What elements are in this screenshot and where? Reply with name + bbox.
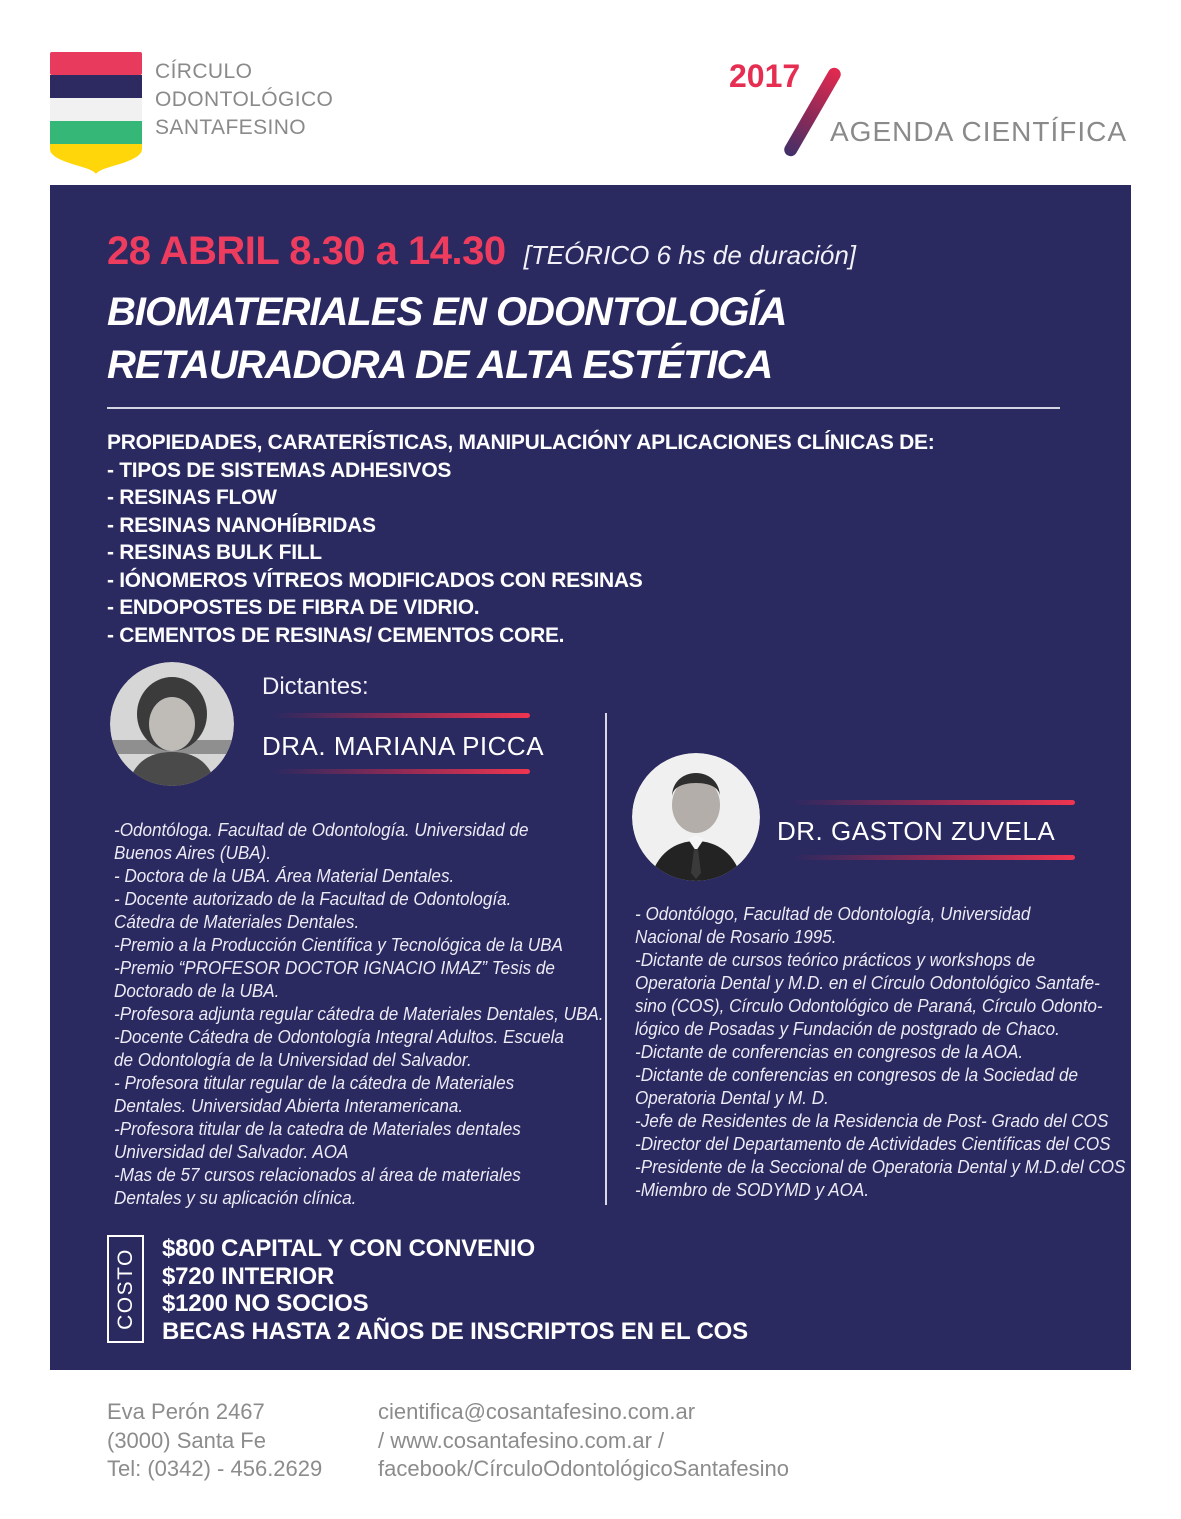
topic-line: - ENDOPOSTES DE FIBRA DE VIDRIO.	[107, 596, 480, 619]
bio-line: Buenos Aires (UBA).	[114, 843, 272, 863]
bio-line: Operatoria Dental y M. D.	[635, 1088, 829, 1108]
org-name	[155, 58, 333, 142]
topic-line: - IÓNOMEROS VÍTREOS MODIFICADOS CON RESINAS	[107, 568, 643, 592]
event-date-row	[107, 229, 856, 274]
bio-line: -Premio “PROFESOR DOCTOR IGNACIO IMAZ” Tesis de	[114, 958, 555, 978]
org-name-line: SANTAFESINO	[155, 116, 307, 139]
speaker-bio-mariana-picca	[114, 819, 604, 1210]
title-separator-line	[107, 407, 1060, 409]
speaker-photo-gaston-zuvela	[632, 753, 760, 881]
bio-line: -Presidente de la Seccional de Operatoria Dental y M.D.del COS	[635, 1157, 1126, 1177]
event-title-line: RETAURADORA DE ALTA ESTÉTICA	[107, 343, 773, 387]
gradient-line	[790, 800, 1075, 805]
bio-line: Dentales. Universidad Abierta Interamericana.	[114, 1096, 464, 1116]
topic-line: PROPIEDADES, CARATERÍSTICAS, MANIPULACIÓNY APLICACIONES CLÍNICAS DE:	[107, 431, 935, 454]
gradient-line	[790, 855, 1075, 860]
bio-line: -Mas de 57 cursos relacionados al área de materiales	[114, 1165, 521, 1185]
event-panel	[50, 185, 1131, 1370]
bio-line: -Miembro de SODYMD y AOA.	[635, 1180, 870, 1200]
speakers-section-label: Dictantes:	[262, 673, 369, 700]
bio-line: - Docente autorizado de la Facultad de Odontología.	[114, 889, 512, 909]
footer-address	[107, 1398, 322, 1484]
footer-contact-line: facebook/CírculoOdontológicoSantafesino	[378, 1456, 789, 1481]
bio-line: -Odontóloga. Facultad de Odontología. Universidad de	[114, 820, 529, 840]
bio-line: Dentales y su aplicación clínica.	[114, 1188, 357, 1208]
speaker-bio-gaston-zuvela	[635, 903, 1125, 1202]
cost-line: $1200 NO SOCIOS	[162, 1290, 369, 1317]
speaker-photo-mariana-picca	[110, 662, 234, 786]
footer-contact	[378, 1398, 789, 1484]
org-shield-logo-icon	[50, 52, 142, 174]
bio-line: -Profesora adjunta regular cátedra de Materiales Dentales, UBA.	[114, 1004, 604, 1024]
cost-lines	[162, 1235, 748, 1345]
bio-line: de Odontología de la Universidad del Salvador.	[114, 1050, 472, 1070]
org-name-line: ODONTOLÓGICO	[155, 88, 334, 111]
cost-line: $800 CAPITAL Y CON CONVENIO	[162, 1235, 535, 1262]
bio-line: -Dictante de cursos teórico prácticos y workshops de	[635, 950, 1036, 970]
event-title	[107, 286, 786, 392]
year-label: 2017	[729, 58, 801, 94]
org-name-line: CÍRCULO	[155, 60, 253, 83]
bio-line: Cátedra de Materiales Dentales.	[114, 912, 360, 932]
bio-line: sino (COS), Círculo Odontológico de Paraná, Círculo Odonto-	[635, 996, 1103, 1016]
cost-line: $720 INTERIOR	[162, 1262, 335, 1290]
footer-contact-line: cientifica@cosantafesino.com.ar	[378, 1399, 696, 1424]
bio-line: Universidad del Salvador. AOA	[114, 1142, 349, 1162]
bio-line: - Doctora de la UBA. Área Material Dentales.	[114, 866, 455, 886]
cost-label: COSTO	[113, 1248, 137, 1330]
bio-line: lógico de Posadas y Fundación de postgrado de Chaco.	[635, 1019, 1060, 1039]
bio-line: -Premio a la Producción Científica y Tecnológica de la UBA	[114, 935, 563, 955]
bio-line: - Odontólogo, Facultad de Odontología, Universidad	[635, 904, 1031, 924]
speaker-name-gaston-zuvela: DR. GASTON ZUVELA	[777, 816, 1056, 846]
topic-line: - RESINAS FLOW	[107, 486, 277, 509]
bio-line: -Docente Cátedra de Odontología Integral Adultos. Escuela	[114, 1027, 564, 1047]
cost-label-box	[107, 1235, 144, 1343]
topics-list	[107, 429, 934, 649]
bio-line: Nacional de Rosario 1995.	[635, 927, 837, 947]
event-mode: [TEÓRICO 6 hs de duración]	[523, 240, 857, 270]
bio-line: Operatoria Dental y M.D. en el Círculo Odontológico Santafe-	[635, 973, 1100, 993]
agenda-title: AGENDA CIENTÍFICA	[830, 116, 1128, 147]
bio-line: -Director del Departamento de Actividades Científicas del COS	[635, 1134, 1111, 1154]
column-divider-line	[605, 713, 607, 1205]
footer-address-line: Tel: (0342) - 456.2629	[107, 1456, 323, 1481]
event-title-line: BIOMATERIALES EN ODONTOLOGÍA	[107, 290, 787, 334]
speaker-name-mariana-picca: DRA. MARIANA PICCA	[262, 731, 545, 761]
cost-line: BECAS HASTA 2 AÑOS DE INSCRIPTOS EN EL COS	[162, 1317, 748, 1345]
topic-line: - RESINAS BULK FILL	[107, 541, 322, 564]
bio-line: -Dictante de conferencias en congresos de la Sociedad de	[635, 1065, 1078, 1085]
gradient-line	[272, 769, 530, 774]
bio-line: - Profesora titular regular de la cátedra de Materiales	[114, 1073, 515, 1093]
bio-line: -Profesora titular de la catedra de Materiales dentales	[114, 1119, 521, 1139]
topic-line: - CEMENTOS DE RESINAS/ CEMENTOS CORE.	[107, 623, 565, 647]
footer-address-line: Eva Perón 2467	[107, 1399, 265, 1424]
gradient-line	[272, 713, 530, 718]
event-datetime: 28 ABRIL 8.30 a 14.30	[107, 229, 506, 273]
bio-line: -Dictante de conferencias en congresos de la AOA.	[635, 1042, 1024, 1062]
topic-line: - TIPOS DE SISTEMAS ADHESIVOS	[107, 458, 452, 482]
footer-contact-line: / www.cosantafesino.com.ar /	[378, 1427, 665, 1453]
topic-line: - RESINAS NANOHÍBRIDAS	[107, 513, 376, 537]
bio-line: -Jefe de Residentes de la Residencia de Post- Grado del COS	[635, 1111, 1109, 1131]
bio-line: Doctorado de la UBA.	[114, 981, 280, 1001]
footer-address-line: (3000) Santa Fe	[107, 1427, 266, 1453]
